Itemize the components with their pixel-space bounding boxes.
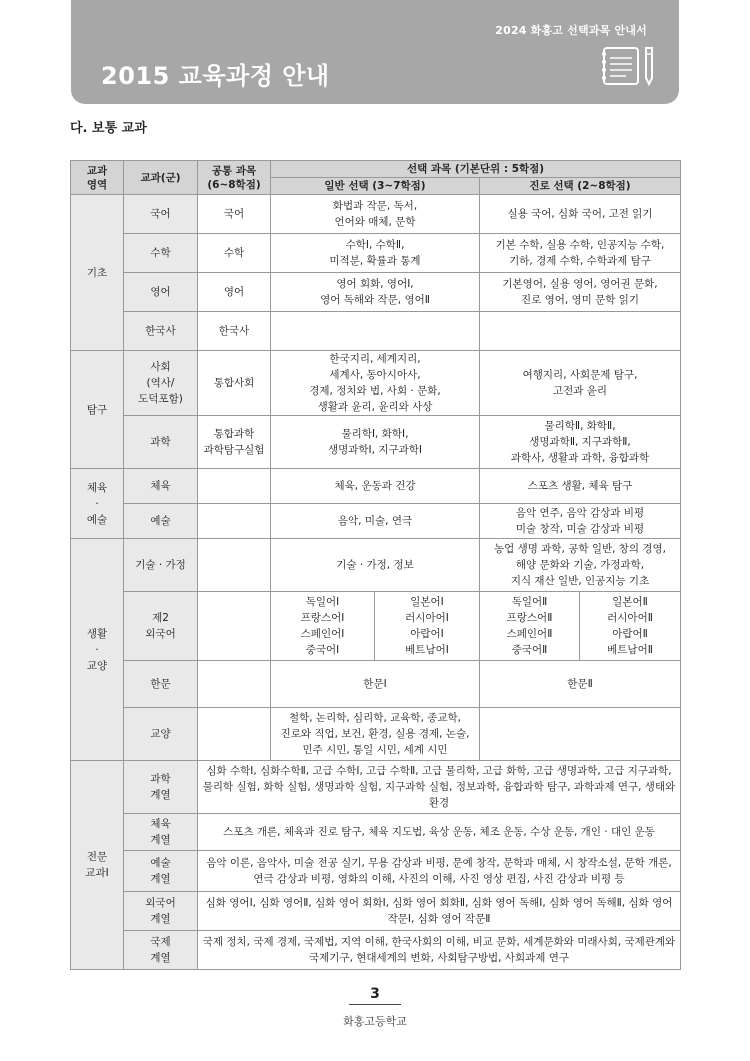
subject-tech: 기술 · 가정	[124, 539, 198, 592]
table-row	[71, 416, 681, 469]
table-row	[71, 892, 681, 931]
header-career: 진로 선택 (2~8학점)	[480, 178, 681, 195]
table-row	[71, 592, 681, 661]
subject-foreign: 제2 외국어	[124, 592, 198, 661]
content-sci-track: 심화 수학Ⅰ, 심화수학Ⅱ, 고급 수학Ⅰ, 고급 수학Ⅱ, 고급 물리학, 고급 화학, 고급 생명과학, 고급 지구과학, 물리학 실험, 화학 실험, 생명과학 실험, 지구과학 실험, 정보과학, 융합과학 탐구, 과학과제 연구, 생태와 환경	[198, 761, 681, 814]
career-social: 여행지리, 사회문제 탐구, 고전과 윤리	[480, 351, 681, 416]
content-intl-track: 국제 정치, 국제 경제, 국제법, 지역 이해, 한국사회의 이해, 비교 문화, 세계문화와 미래사회, 국제관계와 국제기구, 현대세계의 변화, 사회탐구방법, 사회과제 연구	[198, 931, 681, 970]
common-tech-empty	[198, 539, 271, 592]
notebook-pen-icon	[600, 44, 660, 88]
table-row	[71, 851, 681, 892]
general-science: 물리학Ⅰ, 화학Ⅰ, 생명과학Ⅰ, 지구과학Ⅰ	[271, 416, 480, 469]
general-korean: 화법과 작문, 독서, 언어와 매체, 문학	[271, 195, 480, 234]
page-number: 3	[370, 986, 380, 1002]
career-liberal-empty	[480, 708, 681, 761]
general-math: 수학Ⅰ, 수학Ⅱ, 미적분, 확률과 통계	[271, 234, 480, 273]
page-title: 2015 교육과정 안내	[101, 62, 330, 90]
general-social: 한국지리, 세계지리, 세계사, 동아시아사, 경제, 정치와 법, 사회 · 문화, 생활과 윤리, 윤리와 사상	[271, 351, 480, 416]
career-english: 기본영어, 실용 영어, 영어권 문화, 진로 영어, 영미 문학 읽기	[480, 273, 681, 312]
content-pe-track: 스포츠 개론, 체육과 진로 탐구, 체육 지도법, 육상 운동, 체조 운동, 수상 운동, 개인 · 대인 운동	[198, 814, 681, 851]
common-foreign-empty	[198, 592, 271, 661]
general-tech: 기술 · 가정, 정보	[271, 539, 480, 592]
table-row	[71, 195, 681, 234]
general-arts: 음악, 미술, 연극	[271, 504, 480, 539]
career-science: 물리학Ⅱ, 화학Ⅱ, 생명과학Ⅱ, 지구과학Ⅱ, 과학사, 생활과 과학, 융합과학	[480, 416, 681, 469]
general-foreign-b: 일본어Ⅰ 러시아어Ⅰ 아랍어Ⅰ 베트남어Ⅰ	[375, 592, 480, 661]
subject-math: 수학	[124, 234, 198, 273]
career-tech: 농업 생명 과학, 공학 일반, 창의 경영, 해양 문화와 기술, 가정과학, 지식 재산 일반, 인공지능 기초	[480, 539, 681, 592]
subject-pe: 체육	[124, 469, 198, 504]
table-row	[71, 931, 681, 970]
career-korean: 실용 국어, 심화 국어, 고전 읽기	[480, 195, 681, 234]
table-row	[71, 504, 681, 539]
common-math: 수학	[198, 234, 271, 273]
subject-arts: 예술	[124, 504, 198, 539]
career-hanmun: 한문Ⅱ	[480, 661, 681, 708]
table-row	[71, 539, 681, 592]
common-english: 영어	[198, 273, 271, 312]
career-pe: 스포츠 생활, 체육 탐구	[480, 469, 681, 504]
common-social: 통합사회	[198, 351, 271, 416]
common-hanmun-empty	[198, 661, 271, 708]
general-history-empty	[271, 312, 480, 351]
footer-divider	[349, 1004, 401, 1005]
table-row	[71, 661, 681, 708]
common-korean: 국어	[198, 195, 271, 234]
table-row	[71, 273, 681, 312]
area-life: 생활 · 교양	[71, 539, 124, 761]
common-pe-empty	[198, 469, 271, 504]
subject-social: 사회 (역사/ 도덕포함)	[124, 351, 198, 416]
general-liberal: 철학, 논리학, 심리학, 교육학, 종교학, 진로와 직업, 보건, 환경, 실용 경제, 논술, 민주 시민, 통일 시민, 세계 시민	[271, 708, 480, 761]
footer-school-name: 화홍고등학교	[343, 1015, 407, 1028]
section-title: 다. 보통 교과	[70, 121, 147, 136]
subject-arts-track: 예술 계열	[124, 851, 198, 892]
table-row	[71, 761, 681, 814]
common-liberal-empty	[198, 708, 271, 761]
header-banner	[71, 0, 679, 104]
common-history: 한국사	[198, 312, 271, 351]
table-header-row	[71, 161, 681, 178]
career-math: 기본 수학, 실용 수학, 인공지능 수학, 기하, 경제 수학, 수학과제 탐구	[480, 234, 681, 273]
table-row	[71, 708, 681, 761]
subject-lang-track: 외국어 계열	[124, 892, 198, 931]
table-row	[71, 469, 681, 504]
content-lang-track: 심화 영어Ⅰ, 심화 영어Ⅱ, 심화 영어 회화Ⅰ, 심화 영어 회화Ⅱ, 심화 영어 독해Ⅰ, 심화 영어 독해Ⅱ, 심화 영어 작문Ⅰ, 심화 영어 작문Ⅱ	[198, 892, 681, 931]
area-pe-arts: 체육 · 예술	[71, 469, 124, 539]
header-area: 교과 영역	[71, 161, 124, 195]
table-row	[71, 814, 681, 851]
career-foreign-a: 독일어Ⅱ 프랑스어Ⅱ 스페인어Ⅱ 중국어Ⅱ	[480, 592, 580, 661]
content-arts-track: 음악 이론, 음악사, 미술 전공 실기, 무용 감상과 비평, 문예 창작, 문학과 매체, 시 창작소설, 문학 개론, 연극 감상과 비평, 영화의 이해, 사진의 이해, 사진 영상 편집, 사진 감상과 비평 등	[198, 851, 681, 892]
table-row	[71, 351, 681, 416]
subject-liberal: 교양	[124, 708, 198, 761]
common-arts-empty	[198, 504, 271, 539]
general-english: 영어 회화, 영어Ⅰ, 영어 독해와 작문, 영어Ⅱ	[271, 273, 480, 312]
general-pe: 체육, 운동과 건강	[271, 469, 480, 504]
header-subtitle: 2024 화홍고 선택과목 안내서	[495, 24, 647, 37]
table-row	[71, 312, 681, 351]
subject-hanmun: 한문	[124, 661, 198, 708]
area-basic: 기초	[71, 195, 124, 351]
header-subject: 교과(군)	[124, 161, 198, 195]
area-inquiry: 탐구	[71, 351, 124, 469]
common-science: 통합과학 과학탐구실험	[198, 416, 271, 469]
subject-english: 영어	[124, 273, 198, 312]
table-row	[71, 234, 681, 273]
curriculum-table	[70, 160, 681, 970]
header-elective: 선택 과목 (기본단위 : 5학점)	[271, 161, 681, 178]
career-history-empty	[480, 312, 681, 351]
career-foreign-b: 일본어Ⅱ 러시아어Ⅱ 아랍어Ⅱ 베트남어Ⅱ	[580, 592, 681, 661]
subject-history: 한국사	[124, 312, 198, 351]
subject-pe-track: 체육 계열	[124, 814, 198, 851]
header-common: 공통 과목 (6~8학점)	[198, 161, 271, 195]
header-general: 일반 선택 (3~7학점)	[271, 178, 480, 195]
general-foreign-a: 독일어Ⅰ 프랑스어Ⅰ 스페인어Ⅰ 중국어Ⅰ	[271, 592, 375, 661]
subject-intl-track: 국제 계열	[124, 931, 198, 970]
subject-korean: 국어	[124, 195, 198, 234]
subject-science: 과학	[124, 416, 198, 469]
subject-sci-track: 과학 계열	[124, 761, 198, 814]
career-arts: 음악 연주, 음악 감상과 비평 미술 창작, 미술 감상과 비평	[480, 504, 681, 539]
general-hanmun: 한문Ⅰ	[271, 661, 480, 708]
area-special: 전문 교과Ⅰ	[71, 761, 124, 970]
